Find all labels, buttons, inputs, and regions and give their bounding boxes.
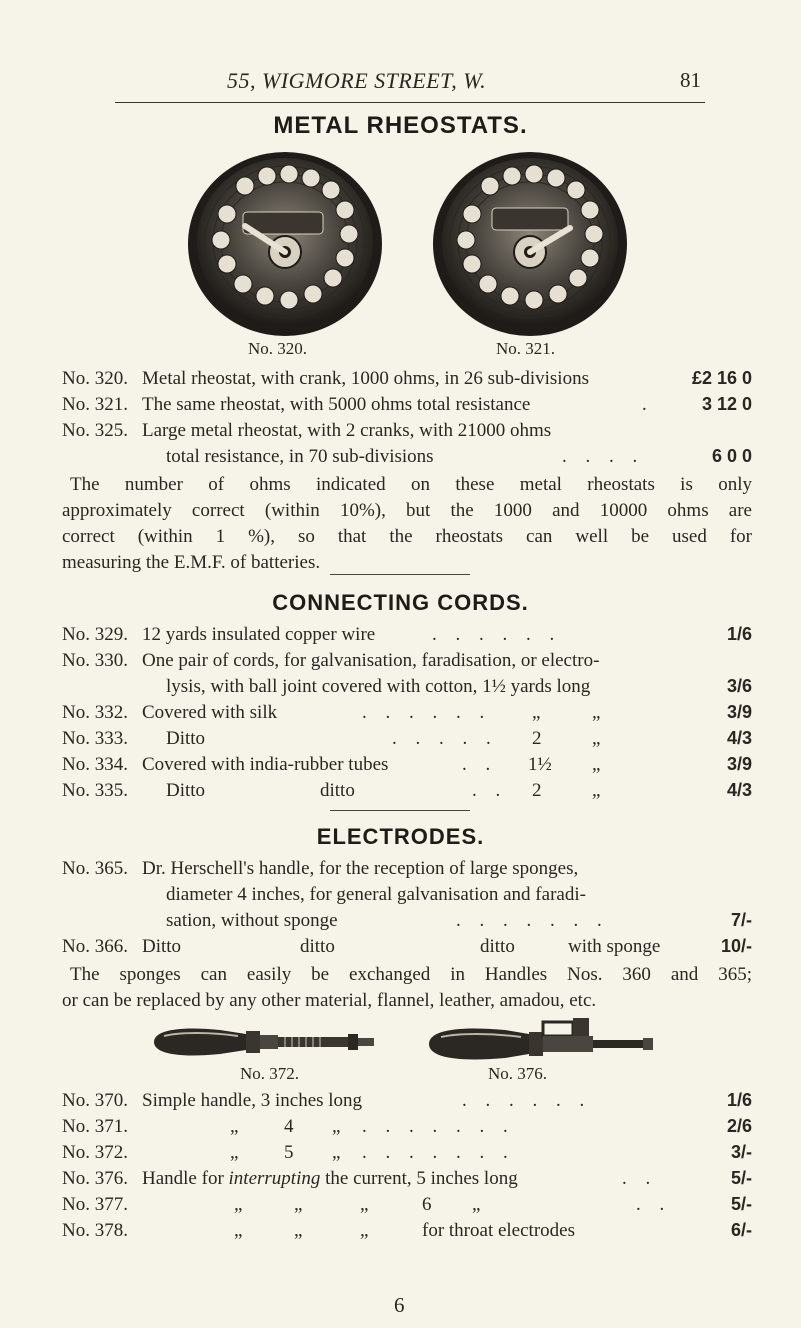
item-row (62, 858, 752, 884)
header-page-number: 81 (680, 68, 701, 92)
note-line: measuring the E.M.F. of batteries. (62, 552, 321, 573)
item-quantity: 4 (284, 1116, 294, 1137)
item-description: Covered with silk (142, 702, 278, 723)
leader-dots: . . (622, 1168, 658, 1189)
rheostat-note (62, 472, 752, 576)
item-number: No. 329. (62, 624, 128, 645)
item-quantity: „ (532, 702, 541, 723)
item-number: No. 366. (62, 936, 128, 957)
item-description: Ditto (142, 936, 182, 957)
section-title-cords: CONNECTING CORDS. (272, 590, 529, 615)
item-price: 1/6 (726, 1090, 752, 1110)
item-number: No. 378. (62, 1220, 128, 1241)
item-row (62, 1116, 752, 1142)
item-description-ditto: ditto (320, 780, 355, 801)
leader-dots: . . . . (562, 446, 645, 467)
item-unit: „ (332, 1142, 341, 1163)
signature-number: 6 (394, 1293, 405, 1317)
item-unit: „ (592, 702, 601, 723)
item-row (62, 910, 752, 936)
desc-part: the current, 5 inches long (320, 1168, 518, 1189)
item-ditto-mark: „ (294, 1194, 303, 1215)
item-row (62, 780, 752, 806)
item-row (62, 1220, 752, 1246)
item-unit: „ (592, 754, 601, 775)
leader-dots: . . . . . . (462, 1090, 592, 1111)
leader-dots: . . . . . . (362, 702, 492, 723)
desc-emphasis: interrupting (228, 1168, 321, 1189)
item-price: 6/- (730, 1220, 752, 1240)
item-number: No. 332. (62, 702, 128, 723)
header-address: 55, WIGMORE STREET, W. (227, 68, 487, 93)
item-price: 1/6 (726, 624, 752, 644)
item-row (62, 1194, 752, 1220)
rheostat-321-illustration (430, 148, 630, 340)
caption-321: No. 321. (496, 339, 556, 358)
note-line: The sponges can easily be exchanged in Handles Nos. 360 and 365; (70, 964, 752, 985)
item-description-ditto: ditto (480, 936, 515, 957)
item-number: No. 370. (62, 1090, 128, 1111)
item-quantity: 6 (422, 1194, 432, 1215)
item-price: 4/3 (726, 780, 752, 800)
item-quantity: 5 (284, 1142, 294, 1163)
item-ditto-mark: „ (360, 1194, 369, 1215)
item-number: No. 325. (62, 420, 128, 441)
item-price: 5/- (730, 1168, 752, 1188)
item-description (142, 1168, 518, 1190)
item-row (62, 1090, 752, 1116)
note-line: correct (within 1 %), so that the rheostats can well be used for (62, 526, 752, 547)
caption-376: No. 376. (488, 1064, 548, 1083)
handle-372-illustration (150, 1022, 380, 1062)
item-row (62, 884, 752, 910)
item-number: No. 377. (62, 1194, 128, 1215)
rheostat-320-illustration (185, 148, 385, 340)
item-description: The same rheostat, with 5000 ohms total resistance (142, 394, 531, 415)
section-divider (330, 810, 470, 811)
leader-dots: . . (462, 754, 498, 775)
item-row (62, 936, 752, 962)
item-description: Ditto (166, 780, 206, 801)
item-description: diameter 4 inches, for general galvanisation and faradi- (166, 884, 586, 905)
item-unit: „ (592, 728, 601, 749)
item-price: 6 0 0 (711, 446, 752, 466)
item-number: No. 320. (62, 368, 128, 389)
leader-dots: . . . . . (392, 728, 498, 749)
item-price: 3/9 (726, 754, 752, 774)
item-quantity: 2 (532, 780, 542, 801)
section-divider (330, 574, 470, 575)
leader-dots: . (642, 394, 654, 415)
item-ditto-mark: „ (230, 1142, 239, 1163)
running-header (115, 68, 705, 103)
item-price: 10/- (720, 936, 752, 956)
item-description: for throat electrodes (422, 1220, 575, 1241)
item-number: No. 335. (62, 780, 128, 801)
item-quantity: 1½ (528, 754, 552, 775)
item-description: Large metal rheostat, with 2 cranks, with 21000 ohms (142, 420, 552, 441)
item-row (62, 728, 752, 754)
item-number: No. 376. (62, 1168, 128, 1189)
item-unit: „ (592, 780, 601, 801)
item-number: No. 365. (62, 858, 128, 879)
item-price: 3/6 (726, 676, 752, 696)
item-unit: „ (472, 1194, 481, 1215)
item-row (62, 394, 752, 420)
handle-376-illustration (425, 1014, 665, 1064)
item-description-extra: with sponge (568, 936, 661, 957)
item-ditto-mark: „ (360, 1220, 369, 1241)
item-price: 3/9 (726, 702, 752, 722)
leader-dots: . . . . . . . (456, 910, 609, 931)
item-description: lysis, with ball joint covered with cotton, 1½ yards long (166, 676, 591, 697)
item-row (62, 676, 752, 702)
item-price: 7/- (730, 910, 752, 930)
item-row (62, 650, 752, 676)
caption-372: No. 372. (240, 1064, 300, 1083)
item-price: 4/3 (726, 728, 752, 748)
item-description: Covered with india-rubber tubes (142, 754, 389, 775)
item-row (62, 368, 752, 394)
item-number: No. 371. (62, 1116, 128, 1137)
item-description: Metal rheostat, with crank, 1000 ohms, in 26 sub-divisions (142, 368, 589, 389)
leader-dots: . . (636, 1194, 672, 1215)
item-row (62, 420, 752, 446)
item-price: £2 16 0 (691, 368, 752, 388)
item-ditto-mark: „ (294, 1220, 303, 1241)
item-number: No. 333. (62, 728, 128, 749)
item-ditto-mark: „ (234, 1194, 243, 1215)
item-row (62, 1168, 752, 1194)
item-quantity: 2 (532, 728, 542, 749)
leader-dots: . . . . . . . (362, 1142, 515, 1163)
item-description: Dr. Herschell's handle, for the reception of large sponges, (142, 858, 579, 879)
note-line: approximately correct (within 10%), but the 1000 and 10000 ohms are (62, 500, 752, 521)
section-title-rheostats: METAL RHEOSTATS. (273, 112, 528, 139)
leader-dots: . . . . . . . (362, 1116, 515, 1137)
leader-dots: . . . . . . (432, 624, 562, 645)
section-title-electrodes: ELECTRODES. (316, 824, 485, 849)
item-unit: „ (332, 1116, 341, 1137)
item-price: 5/- (730, 1194, 752, 1214)
item-description-ditto: ditto (300, 936, 335, 957)
caption-320: No. 320. (248, 339, 308, 358)
item-number: No. 321. (62, 394, 128, 415)
item-number: No. 372. (62, 1142, 128, 1163)
item-description: Ditto (166, 728, 206, 749)
electrodes-note (62, 962, 752, 1014)
item-number: No. 330. (62, 650, 128, 671)
item-number: No. 334. (62, 754, 128, 775)
item-ditto-mark: „ (230, 1116, 239, 1137)
leader-dots: . . (472, 780, 508, 801)
item-description: Simple handle, 3 inches long (142, 1090, 363, 1111)
item-row (62, 1142, 752, 1168)
item-description: 12 yards insulated copper wire (142, 624, 376, 645)
item-ditto-mark: „ (234, 1220, 243, 1241)
item-row (62, 754, 752, 780)
desc-part: Handle for (142, 1168, 229, 1189)
item-row (62, 702, 752, 728)
item-price: 3/- (730, 1142, 752, 1162)
item-description: total resistance, in 70 sub-divisions (166, 446, 434, 467)
item-price: 2/6 (726, 1116, 752, 1136)
note-line: The number of ohms indicated on these metal rheostats is only (70, 474, 752, 495)
item-description: One pair of cords, for galvanisation, faradisation, or electro- (142, 650, 600, 671)
item-description: sation, without sponge (166, 910, 338, 931)
item-price: 3 12 0 (701, 394, 752, 414)
note-line: or can be replaced by any other material, flannel, leather, amadou, etc. (62, 990, 597, 1011)
item-row (62, 624, 752, 650)
item-row (62, 446, 752, 472)
